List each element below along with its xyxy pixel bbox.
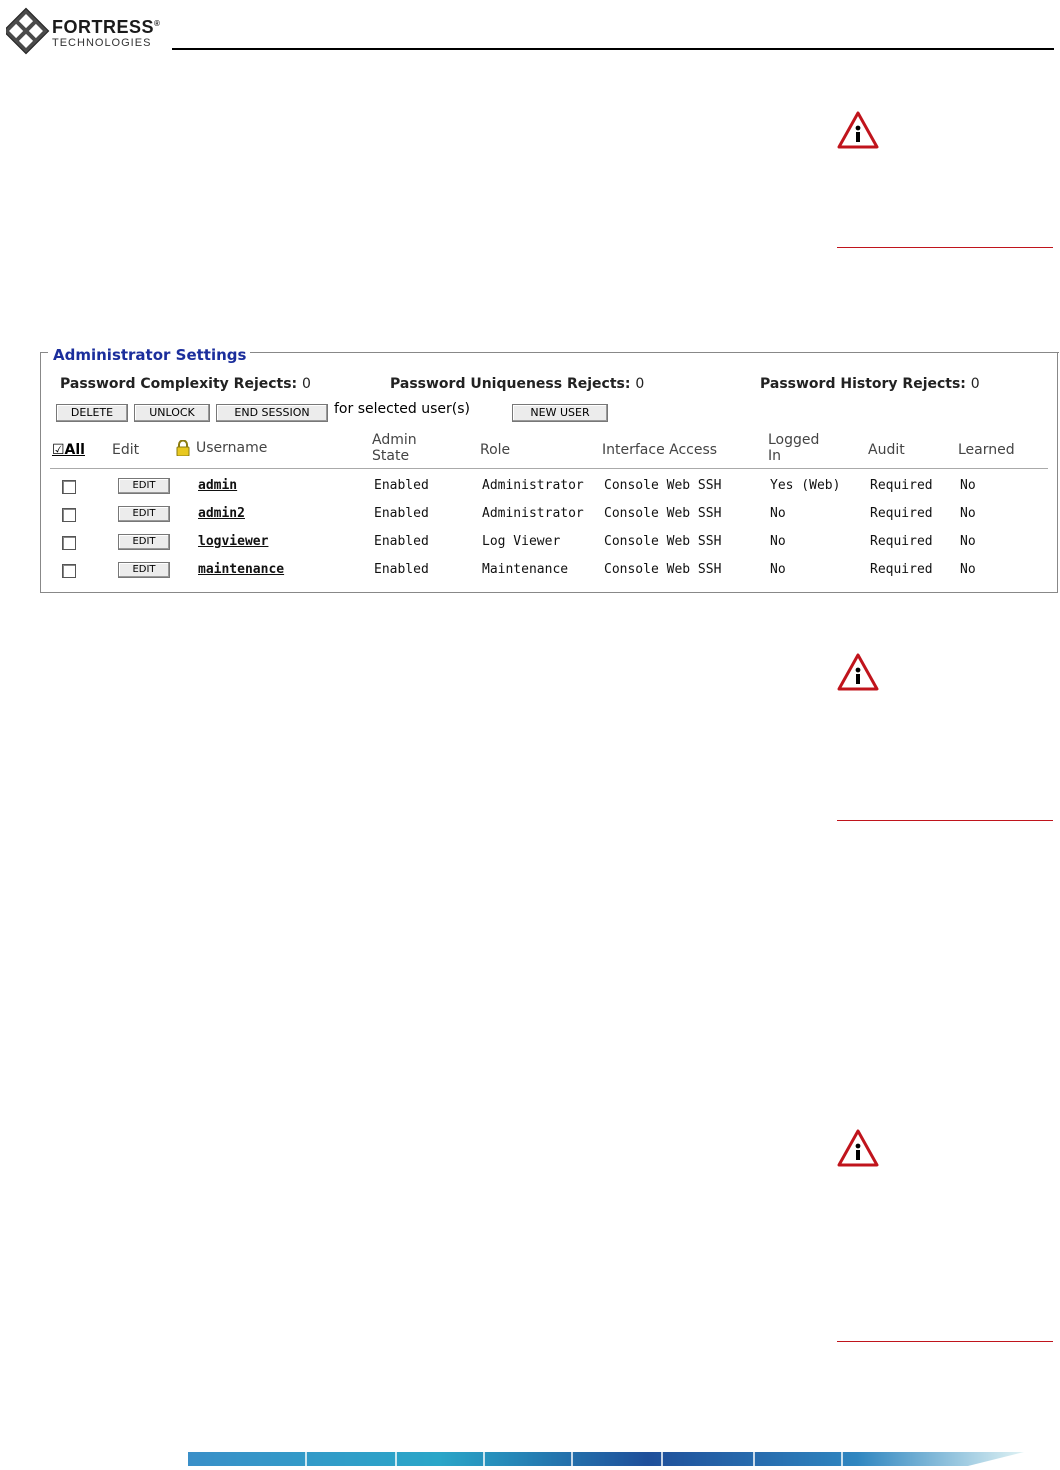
audit: Required (870, 506, 933, 521)
caution-icon (836, 110, 880, 150)
caution-icon (836, 652, 880, 692)
caution-rule (837, 1341, 1053, 1342)
unlock-button[interactable]: UNLOCK (134, 404, 210, 422)
role: Administrator (482, 506, 584, 521)
logged-in: No (770, 506, 786, 521)
edit-button[interactable]: EDIT (118, 534, 170, 550)
interface-access: Console Web SSH (604, 506, 722, 521)
admin-state: Enabled (374, 506, 429, 521)
audit: Required (870, 534, 933, 549)
role: Log Viewer (482, 534, 561, 549)
admin-state: Enabled (374, 562, 429, 577)
interface-access: Console Web SSH (604, 562, 722, 577)
admin-state: Enabled (374, 478, 429, 493)
row-checkbox[interactable] (62, 536, 76, 550)
password-history-rejects: Password History Rejects: 0 (760, 376, 980, 392)
table-row (40, 502, 1056, 530)
learned: No (960, 534, 976, 549)
selected-users-text: for selected user(s) (334, 401, 471, 417)
footer-color-bar (188, 1452, 1024, 1466)
learned: No (960, 506, 976, 521)
column-admin-state: Admin State (372, 432, 417, 464)
column-role: Role (480, 442, 511, 458)
column-learned: Learned (958, 442, 1015, 458)
brand-subtitle: TECHNOLOGIES (52, 37, 152, 49)
row-checkbox[interactable] (62, 480, 76, 494)
table-header (50, 432, 1048, 469)
row-checkbox[interactable] (62, 564, 76, 578)
panel-top-line (250, 352, 1059, 353)
password-complexity-rejects: Password Complexity Rejects: 0 (60, 376, 311, 392)
learned: No (960, 562, 976, 577)
username-link[interactable]: maintenance (198, 562, 285, 577)
select-all-checkbox[interactable]: ☑All (52, 442, 85, 458)
panel-title: Administrator Settings (50, 346, 249, 364)
logged-in: No (770, 562, 786, 577)
admin-state: Enabled (374, 534, 429, 549)
edit-button[interactable]: EDIT (118, 506, 170, 522)
column-edit: Edit (112, 442, 140, 458)
caution-icon (836, 1128, 880, 1168)
row-checkbox[interactable] (62, 508, 76, 522)
interface-access: Console Web SSH (604, 534, 722, 549)
table-row (40, 474, 1056, 502)
interface-access: Console Web SSH (604, 478, 722, 493)
audit: Required (870, 562, 933, 577)
new-user-button[interactable]: NEW USER (512, 404, 608, 422)
role: Administrator (482, 478, 584, 493)
end-session-button[interactable]: END SESSION (216, 404, 328, 422)
fortress-logo (6, 6, 181, 56)
table-row (40, 558, 1056, 586)
username-link[interactable]: admin (198, 478, 238, 493)
fortress-diamond-icon (6, 6, 50, 56)
learned: No (960, 478, 976, 493)
brand-name: FORTRESS® (52, 17, 161, 37)
logged-in: No (770, 534, 786, 549)
password-uniqueness-rejects: Password Uniqueness Rejects: 0 (390, 376, 645, 392)
column-username: Username (196, 440, 268, 456)
header-rule (172, 48, 1054, 50)
column-logged-in: Logged In (768, 432, 820, 464)
username-link[interactable]: logviewer (198, 534, 269, 549)
edit-button[interactable]: EDIT (118, 562, 170, 578)
table-row (40, 530, 1056, 558)
lock-icon (176, 440, 190, 456)
logged-in: Yes (Web) (770, 478, 841, 493)
audit: Required (870, 478, 933, 493)
caution-rule (837, 247, 1053, 248)
caution-rule (837, 820, 1053, 821)
administrator-settings-panel (40, 346, 1058, 594)
column-interface-access: Interface Access (602, 442, 718, 458)
edit-button[interactable]: EDIT (118, 478, 170, 494)
role: Maintenance (482, 562, 569, 577)
column-audit: Audit (868, 442, 905, 458)
delete-button[interactable]: DELETE (56, 404, 128, 422)
username-link[interactable]: admin2 (198, 506, 245, 521)
